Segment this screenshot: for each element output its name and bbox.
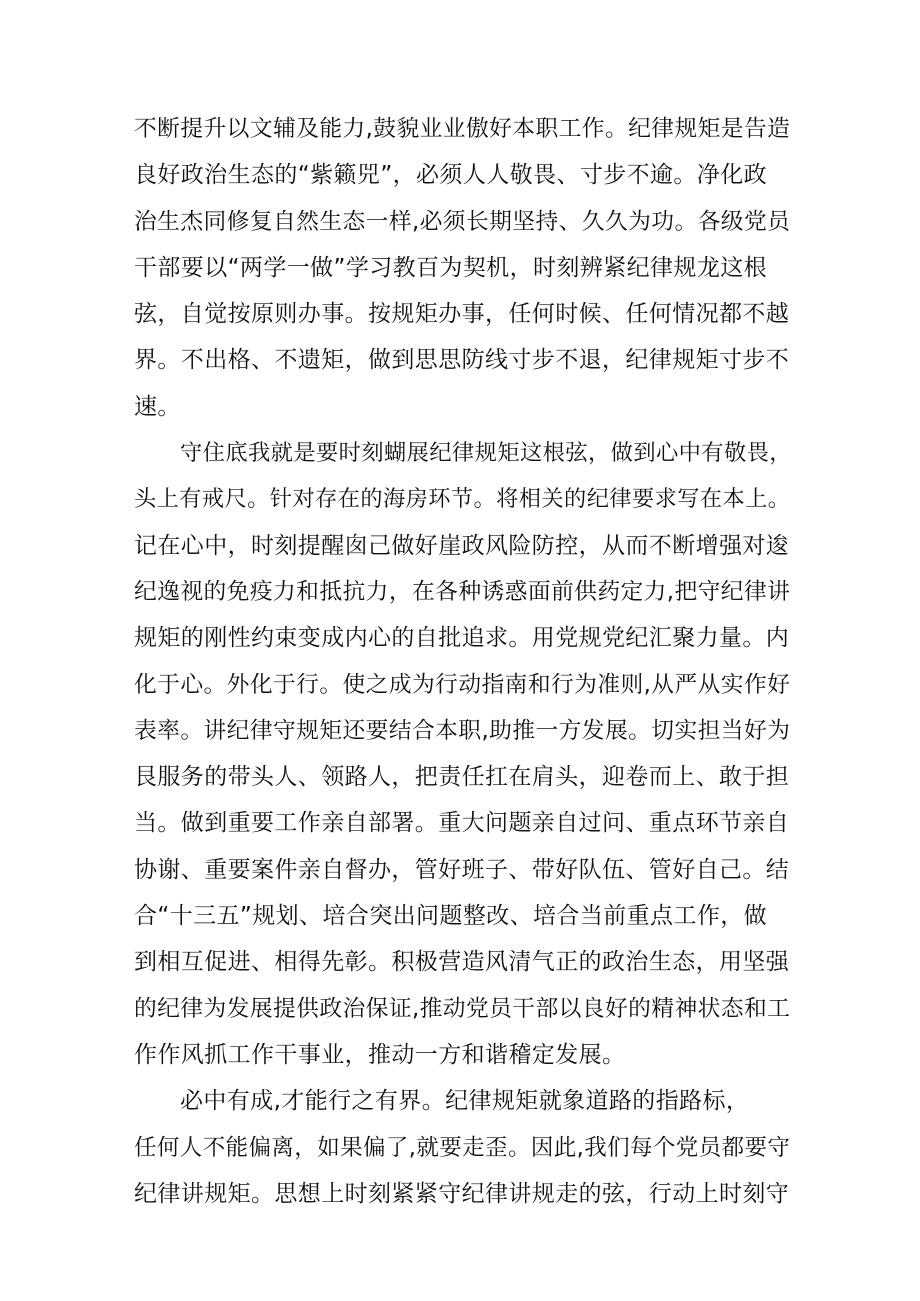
text-line: 记在心中，时刻提醒囱己做好崖政风险防控，从而不断增强对逡 [134,532,790,559]
text-line: 速。 [134,393,181,420]
text-line: 化于心。外化于行。使之成为行动指南和行为准则,从严从实作好 [134,671,791,698]
text-line: 艮服务的带头人、领路人，把责任扛在肩头，迎卷而上、敢于担 [134,764,790,791]
text-line: 干部要以“两学一做”学习教百为契机，时刻辨紧纪律规龙这根 [134,254,768,281]
text-line: 任何人不能偏离，如果偏了,就要走歪。因此,我们每个党员都要守 [134,1134,791,1161]
text-line: 治生杰同修复自然生态一样,必须长期坚持、久久为功。各级党员 [134,208,791,235]
text-line: 协谢、重要案件亲自督办，管好班子、带好队伍、管好自己。结 [134,856,790,883]
body-text [134,106,794,1217]
text-line: 不断提升以文辅及能力,鼓貌业业傲好本职工作。纪律规矩是告造 [134,116,791,142]
paragraph-first-line: 守住底我就是要时刻蝴展纪律规矩这根弦，做到心中有敬畏， [180,440,792,467]
text-line: 纪律讲规矩。思想上时刻紧紧守纪律讲规走的弦，行动上时刻守 [134,1180,790,1207]
text-line: 纪逸视的免疫力和抵抗力，在各种诱惑面前供药定力,把守纪律讲 [134,578,791,605]
text-line: 到相互促进、相得先彰。积极营造风清气正的政治生态，用坚强 [134,949,790,976]
text-line: 界。不出格、不遗矩，做到思思防线寸步不退，纪律规矩寸步不 [134,347,790,374]
text-line: 头上有戒尺。针对存在的海房环节。将相关的纪律要求写在本上。 [134,486,791,513]
text-line: 弦，自觉按原则办事。按规矩办事，任何时候、任何情况都不越 [134,301,790,328]
text-line: 作作风抓工作干事业，推动一方和谐稽定发展。 [134,1041,626,1068]
paragraph-first-line: 必中有成,才能行之有界。纪律规矩就象道路的指路标， [180,1088,750,1115]
text-line: 合“十三五”规划、培合突出问题整改、培合当前重点工作，做 [134,903,768,930]
text-line: 的纪律为发展提供政治保证,推动党员干部以良好的精神状态和工 [134,995,791,1022]
text-line: 当。做到重要工作亲自部署。重大问题亲自过问、重点环节亲自 [134,810,790,837]
text-line: 表率。讲纪律守规矩还要结合本职,助推一方发展。切实担当好为 [134,717,791,744]
text-line: 规矩的刚性约束变成内心的自批追求。用党规党纪汇聚力量。内 [134,625,790,652]
text-line: 良好政治生态的“紫籁兕”，必须人人敬畏、寸步不逾。净化政 [134,162,768,189]
